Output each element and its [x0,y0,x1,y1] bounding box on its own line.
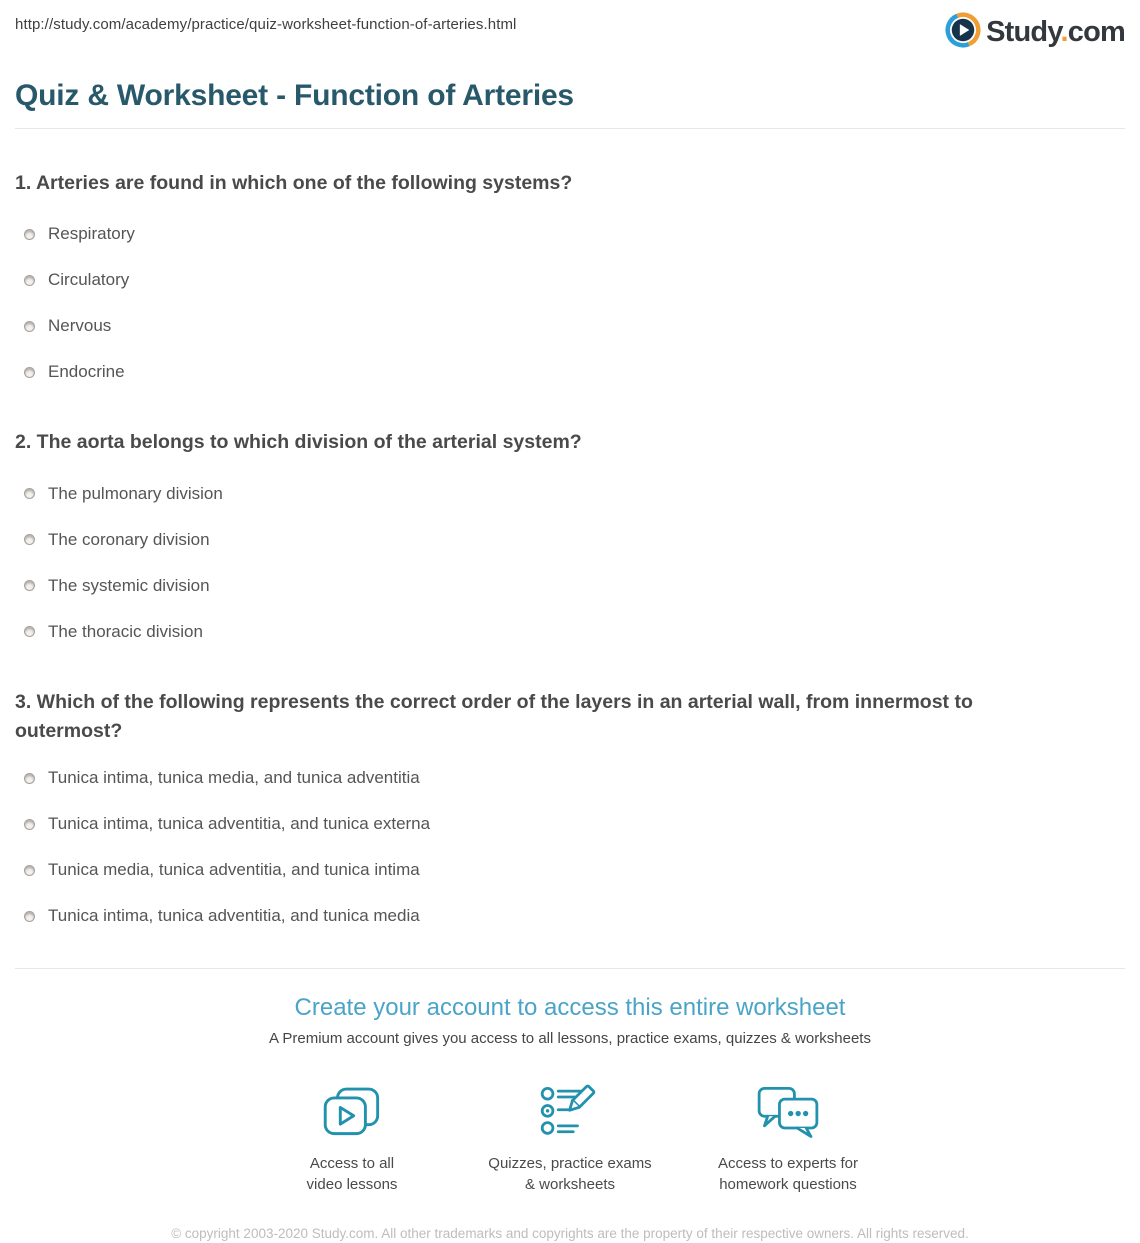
radio-button[interactable] [24,580,35,591]
option-row[interactable] [15,814,1125,834]
radio-button[interactable] [24,321,35,332]
option-label[interactable]: Circulatory [48,270,130,290]
question-3 [15,688,1125,927]
logo-dot: . [1060,16,1068,48]
option-row[interactable] [15,768,1125,788]
features-row [15,1081,1125,1195]
radio-button[interactable] [24,773,35,784]
chat-experts-icon [679,1081,897,1145]
quiz-worksheet-icon [461,1081,679,1145]
radio-button[interactable] [24,367,35,378]
option-label[interactable]: Tunica intima, tunica adventitia, and tunica media [48,906,420,925]
radio-button[interactable] [24,819,35,830]
divider [15,128,1125,129]
feature-label: Access to all video lessons [306,1155,398,1193]
question-1-text: 1. Arteries are found in which one of the following systems? [15,172,573,194]
create-account-link[interactable]: Create your account to access this entire worksheet [294,994,846,1021]
option-label[interactable]: Endocrine [48,362,125,382]
option-label[interactable]: The thoracic division [48,621,203,641]
page-title: Quiz & Worksheet - Function of Arteries [15,79,574,112]
option-row[interactable] [15,860,1125,880]
cta-section [15,994,1125,1047]
question-1 [15,169,1125,382]
feature-video-lessons [243,1081,461,1195]
option-row[interactable] [15,270,1125,290]
radio-button[interactable] [24,911,35,922]
option-row[interactable] [15,224,1125,244]
radio-button[interactable] [24,865,35,876]
video-lessons-icon [243,1081,461,1145]
study-logo-icon [945,12,981,53]
option-row[interactable] [15,530,1125,550]
radio-button[interactable] [24,275,35,286]
option-label[interactable]: The systemic division [48,575,210,595]
question-2 [15,428,1125,641]
page-url: http://study.com/academy/practice/quiz-worksheet-function-of-arteries.html [15,16,517,33]
question-2-options [15,484,1125,642]
option-label[interactable]: The coronary division [48,529,210,549]
radio-button[interactable] [24,534,35,545]
radio-button[interactable] [24,229,35,240]
divider [15,968,1125,969]
option-label[interactable]: Nervous [48,316,112,336]
feature-quizzes-worksheets [461,1081,679,1195]
question-1-options [15,224,1125,382]
radio-button[interactable] [24,626,35,637]
feature-homework-experts [679,1081,897,1195]
option-label[interactable]: Respiratory [48,224,135,244]
option-row[interactable] [15,622,1125,642]
study-logo[interactable] [945,12,1125,53]
question-3-text: 3. Which of the following represents the correct order of the layers in an arterial wall, from innermost to outermost? [15,690,973,742]
option-row[interactable] [15,906,1125,926]
option-row[interactable] [15,484,1125,504]
header [15,12,1125,53]
question-3-options [15,768,1125,926]
feature-label: Quizzes, practice exams & worksheets [488,1155,652,1193]
option-row[interactable] [15,362,1125,382]
feature-label: Access to experts for homework questions [717,1155,859,1193]
option-label[interactable]: The pulmonary division [48,483,223,503]
option-row[interactable] [15,316,1125,336]
radio-button[interactable] [24,488,35,499]
option-label[interactable]: Tunica media, tunica adventitia, and tunica intima [48,860,420,879]
option-row[interactable] [15,576,1125,596]
copyright-notice: © copyright 2003-2020 Study.com. All other trademarks and copyrights are the property of their respective owners. All rights reserved. [171,1226,969,1241]
option-label[interactable]: Tunica intima, tunica adventitia, and tunica externa [48,814,431,833]
cta-subheading: A Premium account gives you access to all lessons, practice exams, quizzes & worksheets [269,1030,871,1047]
option-label[interactable]: Tunica intima, tunica media, and tunica adventitia [48,768,420,787]
question-2-text: 2. The aorta belongs to which division of the arterial system? [15,431,582,454]
study-logo-text: Study.com [986,16,1125,48]
